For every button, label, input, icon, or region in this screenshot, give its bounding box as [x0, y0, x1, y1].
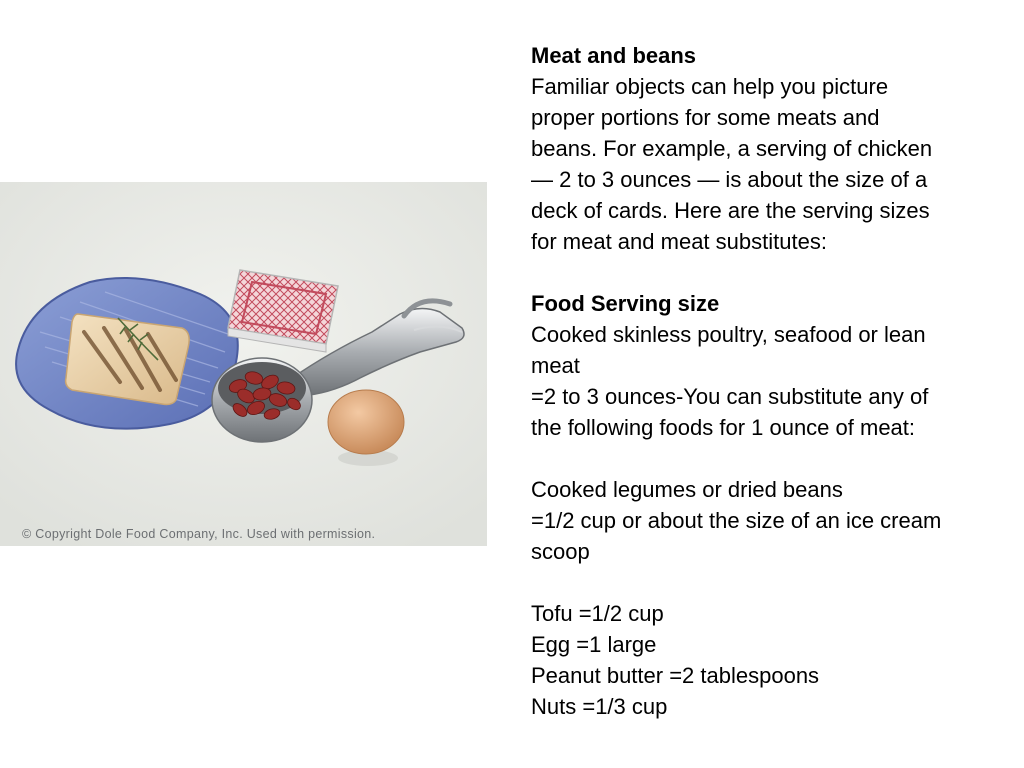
- intro-line: Familiar objects can help you picture: [531, 74, 889, 99]
- substitute-item: Egg =1 large: [531, 632, 657, 657]
- spacer: [531, 257, 1016, 288]
- intro-line: for meat and meat substitutes:: [531, 229, 827, 254]
- spacer: [531, 567, 1016, 598]
- photo-credit: © Copyright Dole Food Company, Inc. Used with permission.: [22, 527, 376, 541]
- portion-illustration: [0, 182, 487, 546]
- poultry-line: Cooked skinless poultry, seafood or lean: [531, 322, 926, 347]
- intro-line: proper portions for some meats and: [531, 105, 880, 130]
- portion-photo: [0, 182, 487, 546]
- grilled-meat: [66, 314, 190, 405]
- heading-food-serving-size: Food Serving size: [531, 291, 720, 316]
- intro-line: deck of cards. Here are the serving sizes: [531, 198, 930, 223]
- legumes-line: Cooked legumes or dried beans: [531, 477, 843, 502]
- legumes-line: =1/2 cup or about the size of an ice cream: [531, 508, 942, 533]
- intro-line: — 2 to 3 ounces — is about the size of a: [531, 167, 928, 192]
- poultry-line: the following foods for 1 ounce of meat:: [531, 415, 916, 440]
- intro-line: beans. For example, a serving of chicken: [531, 136, 933, 161]
- substitute-item: Nuts =1/3 cup: [531, 694, 668, 719]
- substitute-item: Peanut butter =2 tablespoons: [531, 663, 820, 688]
- poultry-line: =2 to 3 ounces-You can substitute any of: [531, 384, 929, 409]
- legumes-line: scoop: [531, 539, 590, 564]
- nutrition-text: [531, 40, 1016, 722]
- poultry-line: meat: [531, 353, 580, 378]
- substitute-item: Tofu =1/2 cup: [531, 601, 664, 626]
- heading-meat-and-beans: Meat and beans: [531, 43, 697, 68]
- spacer: [531, 443, 1016, 474]
